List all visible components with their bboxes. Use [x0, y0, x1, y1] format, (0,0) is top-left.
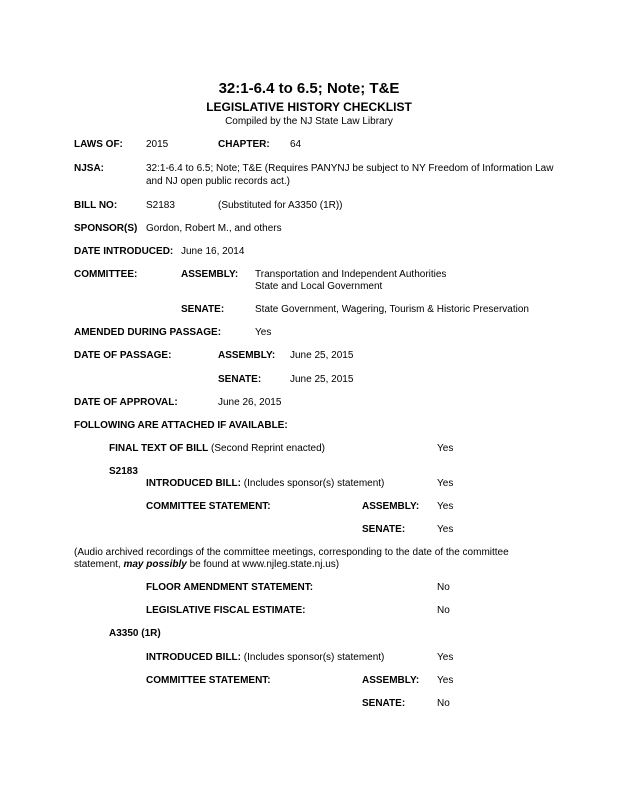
fiscal-estimate-label: LEGISLATIVE FISCAL ESTIMATE:	[146, 605, 306, 616]
a3350-introduced-value: Yes	[437, 652, 454, 663]
committee-senate-value: State Government, Wagering, Tourism & Historic Preservation	[255, 304, 529, 315]
a3350-senate-label: SENATE:	[362, 698, 406, 709]
sponsors-label: SPONSOR(S)	[74, 223, 138, 234]
audio-note-post: be found at www.njleg.state.nj.us)	[186, 559, 340, 570]
a3350-introduced-note: (Includes sponsor(s) statement)	[241, 652, 385, 663]
s2183-committee-label: COMMITTEE STATEMENT:	[146, 501, 271, 512]
a3350-introduced-row	[146, 652, 384, 664]
audio-note-line-2	[74, 559, 339, 571]
committee-assembly-label: ASSEMBLY:	[181, 269, 239, 280]
passage-assembly-value: June 25, 2015	[290, 350, 354, 361]
document-title: 32:1-6.4 to 6.5; Note; T&E	[218, 80, 400, 97]
final-text-value: Yes	[437, 443, 454, 454]
a3350-committee-label: COMMITTEE STATEMENT:	[146, 675, 271, 686]
final-text-row	[109, 443, 325, 455]
a3350-senate-value: No	[437, 698, 450, 709]
passage-assembly-label: ASSEMBLY:	[218, 350, 276, 361]
floor-amendment-value: No	[437, 582, 450, 593]
floor-amendment-label: FLOOR AMENDMENT STATEMENT:	[146, 582, 314, 593]
committee-label: COMMITTEE:	[74, 269, 138, 280]
chapter-value: 64	[290, 139, 302, 150]
date-introduced-value: June 16, 2014	[181, 246, 245, 257]
s2183-heading: S2183	[109, 466, 138, 477]
s2183-introduced-row	[146, 478, 384, 490]
audio-note-line-1: (Audio archived recordings of the committee meetings, corresponding to the date of the committee	[74, 547, 509, 558]
bill-no-note: (Substituted for A3350 (1R))	[218, 200, 343, 211]
s2183-introduced-value: Yes	[437, 478, 454, 489]
chapter-label: CHAPTER:	[218, 139, 270, 150]
s2183-introduced-note: (Includes sponsor(s) statement)	[241, 478, 385, 489]
s2183-introduced-label: INTRODUCED BILL:	[146, 478, 241, 489]
bill-no-label: BILL NO:	[74, 200, 118, 211]
fiscal-estimate-value: No	[437, 605, 450, 616]
committee-assembly-line-2: State and Local Government	[255, 281, 383, 292]
s2183-assembly-value: Yes	[437, 501, 454, 512]
committee-assembly-line-1: Transportation and Independent Authorities	[255, 269, 447, 280]
document-subtitle: LEGISLATIVE HISTORY CHECKLIST	[206, 100, 412, 114]
passage-senate-label: SENATE:	[218, 374, 262, 385]
approval-value: June 26, 2015	[218, 397, 282, 408]
amended-value: Yes	[255, 327, 272, 338]
passage-senate-value: June 25, 2015	[290, 374, 354, 385]
committee-senate-label: SENATE:	[181, 304, 225, 315]
a3350-assembly-label: ASSEMBLY:	[362, 675, 420, 686]
passage-label: DATE OF PASSAGE:	[74, 350, 172, 361]
s2183-assembly-label: ASSEMBLY:	[362, 501, 420, 512]
following-heading: FOLLOWING ARE ATTACHED IF AVAILABLE:	[74, 420, 288, 431]
compiled-by: Compiled by the NJ State Law Library	[225, 116, 393, 127]
njsa-label: NJSA:	[74, 163, 105, 174]
approval-label: DATE OF APPROVAL:	[74, 397, 178, 408]
a3350-introduced-label: INTRODUCED BILL:	[146, 652, 241, 663]
sponsors-value: Gordon, Robert M., and others	[146, 223, 282, 234]
date-introduced-label: DATE INTRODUCED:	[74, 246, 174, 257]
a3350-heading: A3350 (1R)	[109, 628, 161, 639]
audio-note-emphasis: may possibly	[123, 559, 187, 570]
njsa-line-2: and NJ open public records act.)	[146, 176, 290, 187]
final-text-label: FINAL TEXT OF BILL	[109, 443, 209, 454]
laws-of-value: 2015	[146, 139, 169, 150]
a3350-assembly-value: Yes	[437, 675, 454, 686]
s2183-senate-value: Yes	[437, 524, 454, 535]
final-text-note: (Second Reprint enacted)	[208, 443, 325, 454]
s2183-senate-label: SENATE:	[362, 524, 406, 535]
amended-label: AMENDED DURING PASSAGE:	[74, 327, 222, 338]
audio-note-pre: statement,	[74, 559, 124, 570]
njsa-line-1: 32:1-6.4 to 6.5; Note; T&E (Requires PANYNJ be subject to NY Freedom of Information Law	[146, 163, 554, 174]
bill-no-value: S2183	[146, 200, 175, 211]
laws-of-label: LAWS OF:	[74, 139, 123, 150]
